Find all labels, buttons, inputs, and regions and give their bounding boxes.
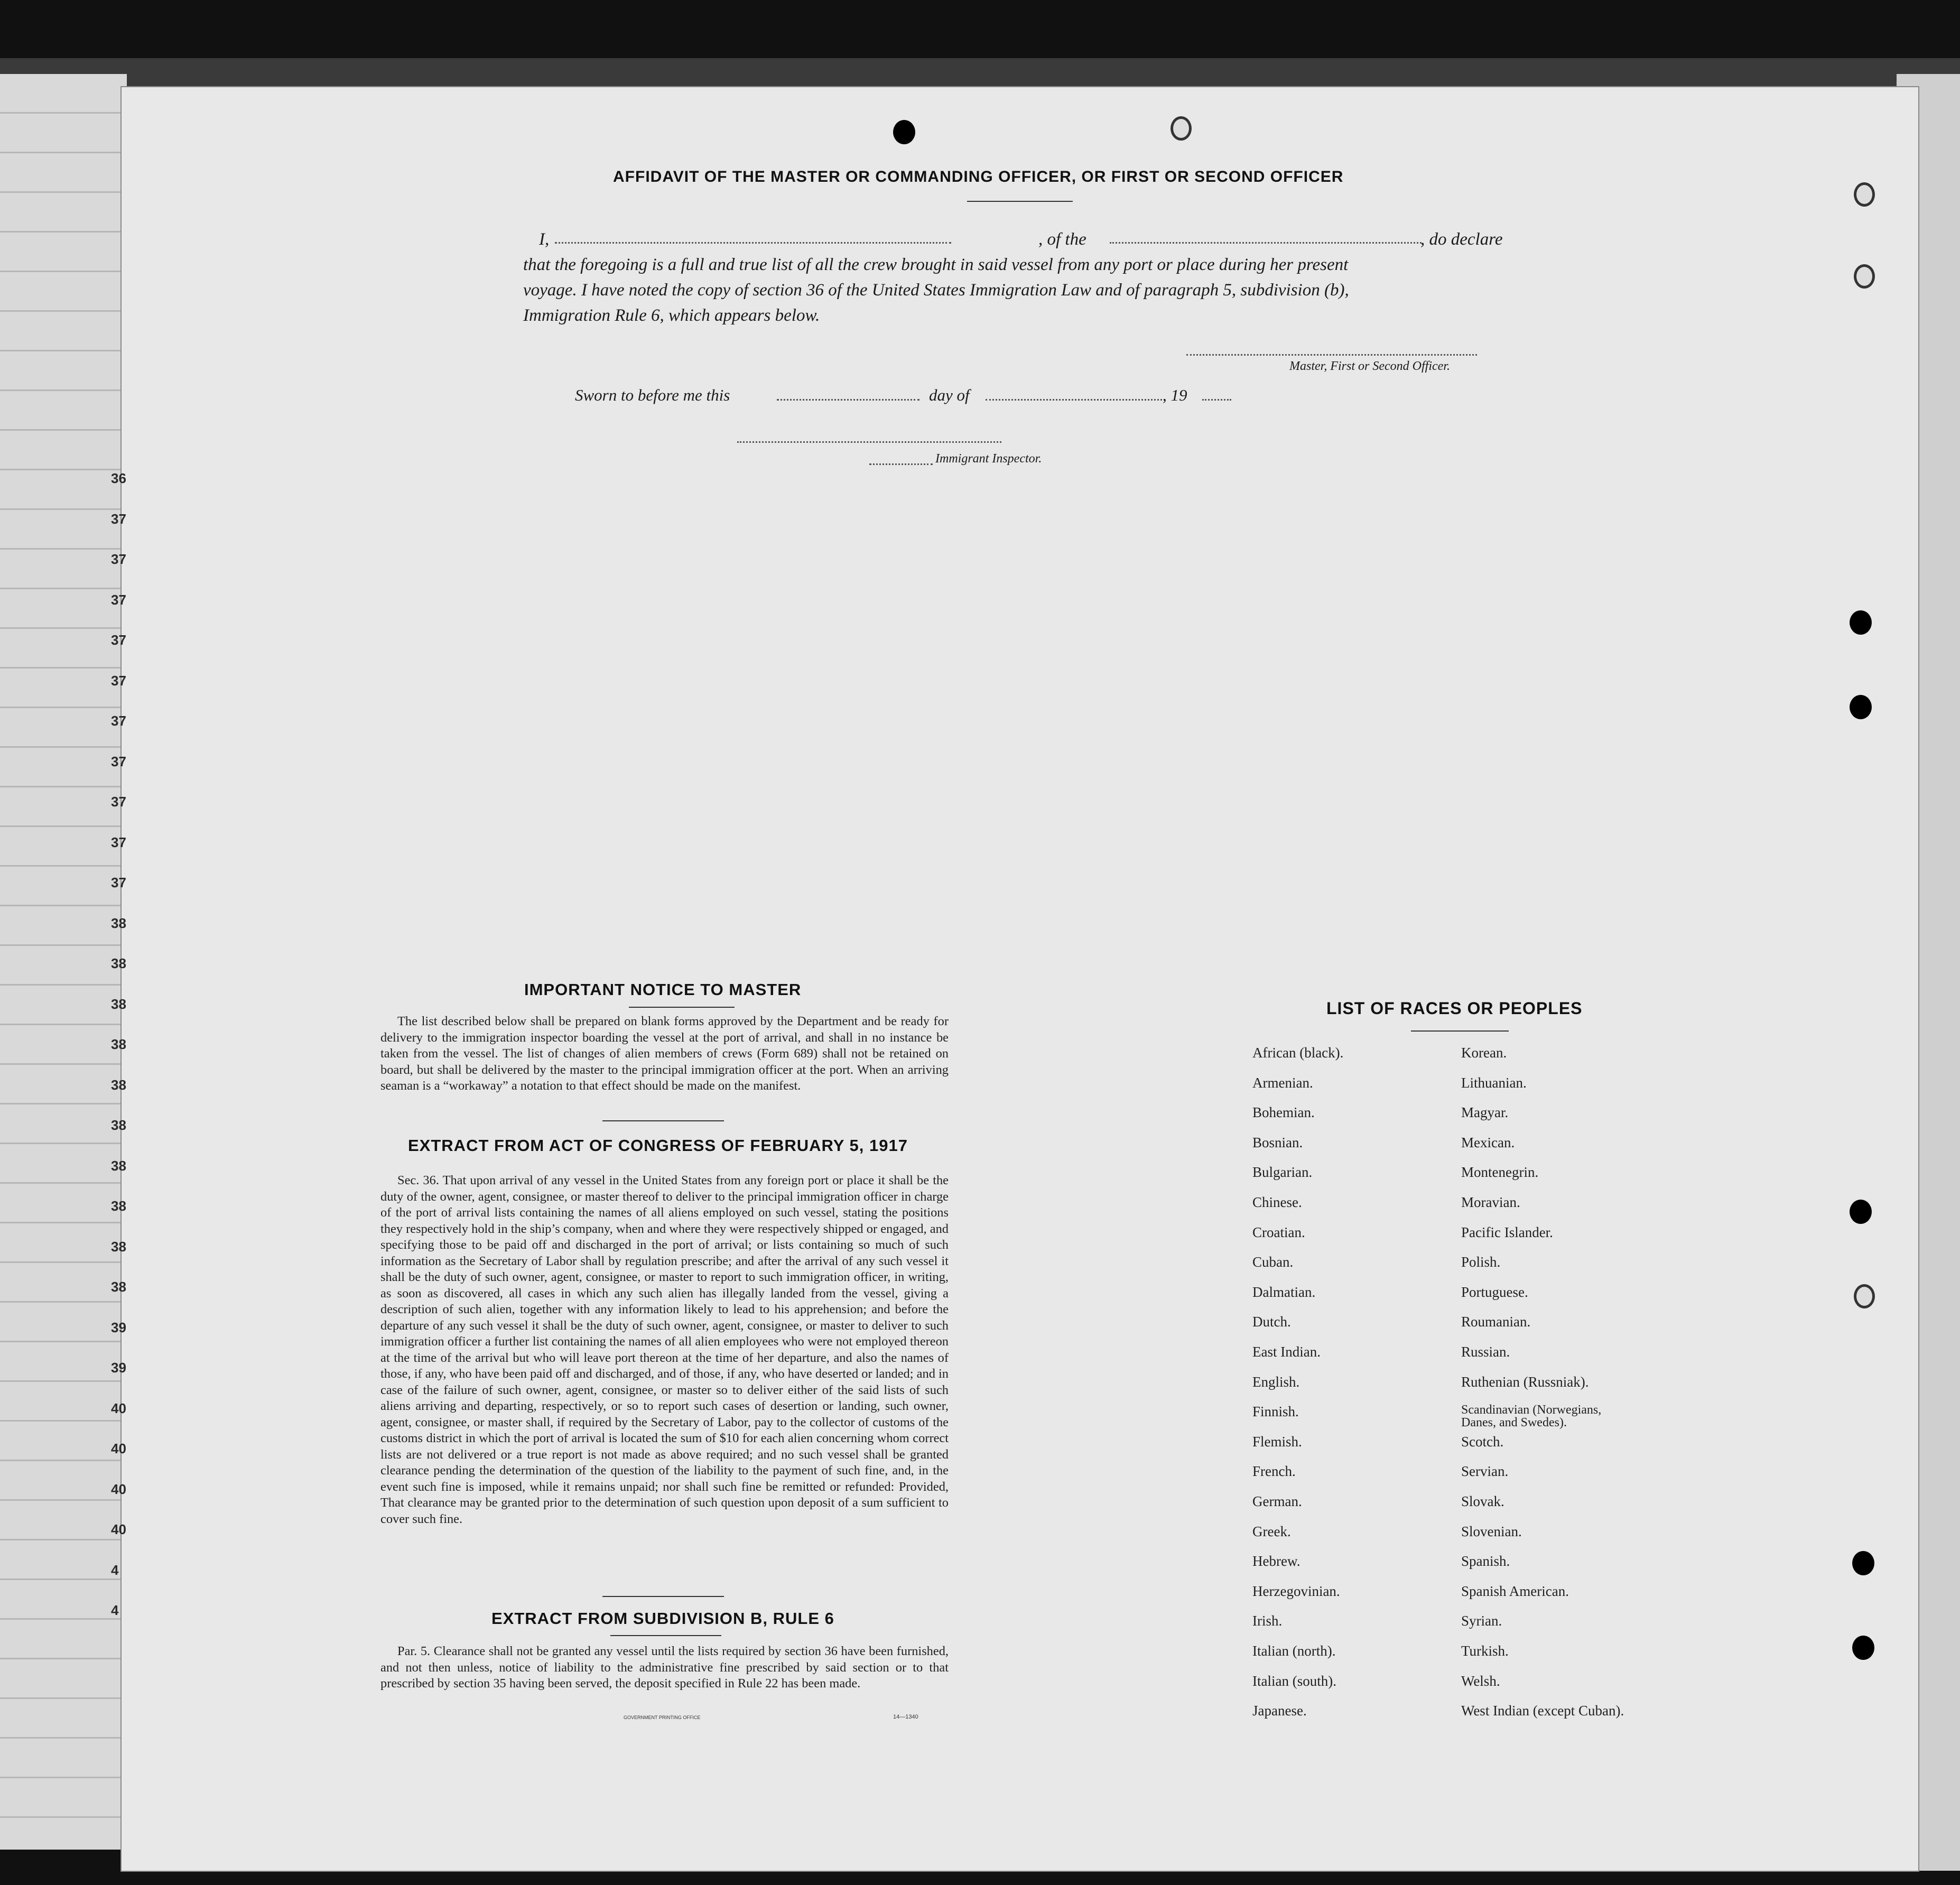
race-item: Slovak. [1461, 1493, 1504, 1509]
race-item: Roumanian. [1461, 1314, 1531, 1330]
race-item: Servian. [1461, 1463, 1509, 1480]
underlying-sheet [0, 74, 127, 1850]
race-item: Slovenian. [1461, 1523, 1522, 1539]
underlying-row-number: 38 [111, 915, 126, 931]
race-item: Irish. [1252, 1613, 1283, 1629]
divider [610, 1635, 721, 1636]
underlying-row-number: 37 [111, 510, 126, 527]
race-item: Bosnian. [1252, 1134, 1303, 1150]
race-item: Bulgarian. [1252, 1164, 1313, 1181]
race-item: Cuban. [1252, 1254, 1294, 1270]
underlying-row-number: 38 [111, 1076, 126, 1093]
affidavit-line-i: I, [539, 230, 550, 249]
affidavit-line-3: voyage. I have noted the copy of section 36 of the United States Immigration Law and of paragraph 5, subdivision (b), [523, 281, 1349, 300]
race-item: Mexican. [1461, 1134, 1515, 1150]
underlying-row-number: 37 [111, 834, 126, 850]
punch-hole [1854, 1284, 1875, 1308]
punch-hole [1852, 1636, 1874, 1660]
signature-label: Master, First or Second Officer. [1289, 359, 1450, 373]
affidavit-title: AFFIDAVIT OF THE MASTER OR COMMANDING OFFICER, OR FIRST OR SECOND OFFICER [613, 168, 1344, 185]
punch-hole [893, 120, 915, 144]
underlying-row-number: 37 [111, 713, 126, 729]
race-item: Finnish. [1252, 1404, 1299, 1420]
notice-title: IMPORTANT NOTICE TO MASTER [524, 980, 802, 999]
race-item: English. [1252, 1373, 1300, 1390]
race-item: Dutch. [1252, 1314, 1291, 1330]
inspector-label: Immigrant Inspector. [935, 452, 1042, 466]
divider [1411, 1030, 1509, 1032]
sworn-year: , 19 [1163, 386, 1187, 404]
race-item: Magyar. [1461, 1104, 1509, 1121]
inspector-signature-blank [737, 441, 1001, 443]
printer-imprint: GOVERNMENT PRINTING OFFICE [624, 1715, 701, 1720]
month-blank [986, 399, 1165, 401]
underlying-row-number: 37 [111, 632, 126, 648]
underlying-row-number: 36 [111, 470, 126, 486]
race-item: Syrian. [1461, 1613, 1502, 1629]
underlying-row-number: 38 [111, 1238, 126, 1255]
underlying-row-number: 39 [111, 1360, 126, 1376]
underlying-row-number: 38 [111, 996, 126, 1012]
punch-hole [1854, 264, 1875, 289]
race-item: Turkish. [1461, 1643, 1509, 1659]
race-item: Montenegrin. [1461, 1164, 1539, 1181]
underlying-row-number: 38 [111, 1157, 126, 1174]
race-item: Pacific Islander. [1461, 1224, 1553, 1240]
affidavit-line-2: that the foregoing is a full and true list of all the crew brought in said vessel from any port or place during her present [523, 255, 1349, 274]
race-item: Hebrew. [1252, 1553, 1301, 1570]
race-item: Chinese. [1252, 1194, 1302, 1210]
race-item: Japanese. [1252, 1703, 1307, 1719]
race-item: German. [1252, 1493, 1302, 1509]
race-item: West Indian (except Cuban). [1461, 1703, 1624, 1719]
race-item: African (black). [1252, 1045, 1344, 1061]
race-item: Spanish. [1461, 1553, 1510, 1570]
year-blank [1202, 399, 1231, 401]
race-item: Italian (south). [1252, 1673, 1336, 1689]
race-item: Dalmatian. [1252, 1284, 1316, 1300]
race-item: Herzegovinian. [1252, 1583, 1340, 1599]
form-number: 14—1340 [893, 1714, 918, 1720]
underlying-row-number: 37 [111, 875, 126, 890]
divider [602, 1596, 724, 1597]
punch-hole [1850, 695, 1872, 719]
race-item: Greek. [1252, 1523, 1291, 1539]
affidavit-line-4: Immigration Rule 6, which appears below. [523, 306, 820, 325]
race-item: Scotch. [1461, 1433, 1504, 1450]
race-item: Polish. [1461, 1254, 1501, 1270]
sworn-prefix: Sworn to before me this [575, 386, 730, 404]
underlying-row-number: 38 [111, 955, 126, 971]
race-item: Bohemian. [1252, 1104, 1315, 1121]
act-extract-body: Sec. 36. That upon arrival of any vessel in the United States from any foreign port or place it shall be the duty of the owner, agent, consignee, or master thereof to deliver to the principal immigration officer in charge of the port of arrival lists containing the names of all aliens employed on such vessel, stating the positions they respectively hold in the ship’s company, when and where they were respectively shipped or engaged, and specifying those to be paid off and discharged in the port of arrival; or lists containing so much of such information as the Secretary of Labor shall by regulation prescribe; and after the arrival of any such vessel it shall be the duty of such owner, agent, consignee, or master to report to such immigration officer, in writing, as soon as discovered, all cases in which any such alien has illegally landed from the vessel, giving a description of such alien, together with any information likely to lead to his apprehension; and before the departure of any such vessel it shall be the duty of such owner, agent, consignee, or master to deliver to such immigration officer a further list containing the names of all alien employees who were not employed thereon at the time of the arrival but who will leave port thereon at the time of her departure, and also the names of those, if any, who have been paid off and discharged, and of those, if any, who have deserted or landed; and in case of the failure of such owner, agent, consignee, or master so to deliver either of the said lists of such aliens arriving and departing, respectively, or so to report such cases of desertion or landing, such owner, agent, consignee, or master shall, if required by the Secretary of Labor, pay to the collector of customs of the customs district in which the port of arrival is located the sum of $10 for each alien concerning whom correct lists are not delivered or a true report is not made as above required; and no such vessel shall be granted clearance pending the determination of the question of the liability to the payment of such fine, and, in the event such fine is imposed, while it remains unpaid; nor shall such fine be remitted or refunded: Provided, That clearance may be granted prior to the determination of such question upon deposit of a sum sufficient to cover such fine. [380, 1173, 949, 1526]
underlying-row-number: 37 [111, 672, 126, 689]
underlying-row-number: 38 [111, 1036, 126, 1052]
underlying-row-number: 37 [111, 753, 126, 769]
punch-hole [1854, 182, 1875, 207]
punch-hole [1850, 610, 1872, 635]
underlying-sheet-lines [0, 74, 127, 1850]
underlying-row-number: 38 [111, 1117, 126, 1133]
affidavit-line-declare: , do declare [1420, 230, 1503, 249]
race-item: Ruthenian (Russniak). [1461, 1373, 1589, 1390]
document-page [122, 87, 1918, 1871]
vessel-blank [1110, 242, 1422, 244]
race-item: East Indian. [1252, 1344, 1321, 1360]
punch-hole [1852, 1551, 1874, 1575]
races-title: LIST OF RACES OR PEOPLES [1326, 999, 1583, 1018]
underlying-row-number: 39 [111, 1319, 126, 1335]
underlying-row-number: 40 [111, 1521, 126, 1537]
underlying-row-number: 38 [111, 1198, 126, 1214]
sworn-day: day of [929, 386, 970, 404]
punch-hole [1171, 116, 1192, 141]
underlying-row-number: 40 [111, 1441, 126, 1456]
rule-extract-title: EXTRACT FROM SUBDIVISION B, RULE 6 [491, 1609, 834, 1628]
race-item: Moravian. [1461, 1194, 1520, 1210]
race-item: Portuguese. [1461, 1284, 1528, 1300]
race-item: Scandinavian (Norwegians, Danes, and Swedes). [1461, 1403, 1602, 1430]
act-extract-title: EXTRACT FROM ACT OF CONGRESS OF FEBRUARY 5, 1917 [408, 1136, 908, 1155]
underlying-row-number: 4 [111, 1562, 119, 1578]
day-blank [777, 399, 919, 401]
notice-body: The list described below shall be prepared on blank forms approved by the Department and be ready for delivery to the immigration inspector boarding the vessel at the port of arrival, and shall in no instance be taken from the vessel. The list of changes of alien members of crews (Form 689) shall not be retained on board, but shall be delivered by the master to the principal immigration officer at the port. When an arriving seaman is a “workaway” a notation to that effect should be made on the manifest. [380, 1014, 949, 1093]
top-edge-strip [0, 58, 1960, 90]
race-item: Spanish American. [1461, 1583, 1569, 1599]
underlying-row-number: 37 [111, 551, 126, 567]
underlying-row-number: 40 [111, 1481, 126, 1497]
race-item: Croatian. [1252, 1224, 1305, 1240]
underlying-row-number: 37 [111, 794, 126, 810]
underlying-row-number: 4 [111, 1602, 119, 1618]
inspector-prefix-blank [869, 463, 933, 465]
underlying-row-number: 40 [111, 1400, 126, 1416]
divider [629, 1007, 735, 1008]
race-item: Lithuanian. [1461, 1074, 1527, 1091]
race-item: Armenian. [1252, 1074, 1313, 1091]
race-item: Italian (north). [1252, 1643, 1336, 1659]
name-blank [555, 242, 951, 244]
race-item: Russian. [1461, 1344, 1510, 1360]
race-item: Flemish. [1252, 1433, 1302, 1450]
underlying-row-number: 37 [111, 591, 126, 608]
race-item: Welsh. [1461, 1673, 1500, 1689]
rule-extract-body: Par. 5. Clearance shall not be granted any vessel until the lists required by section 36 have been furnished, and not then unless, notice of liability to the administrative fine prescribed by said section or to that prescribed by section 35 having been served, the deposit specified in Rule 22 has been made. [380, 1644, 949, 1691]
divider [967, 201, 1073, 202]
race-item: Korean. [1461, 1045, 1507, 1061]
divider [602, 1120, 724, 1121]
affidavit-line-of: , of the [1038, 230, 1086, 249]
signature-blank [1186, 354, 1477, 356]
punch-hole [1850, 1200, 1872, 1224]
race-item: French. [1252, 1463, 1296, 1480]
underlying-row-number: 38 [111, 1279, 126, 1295]
